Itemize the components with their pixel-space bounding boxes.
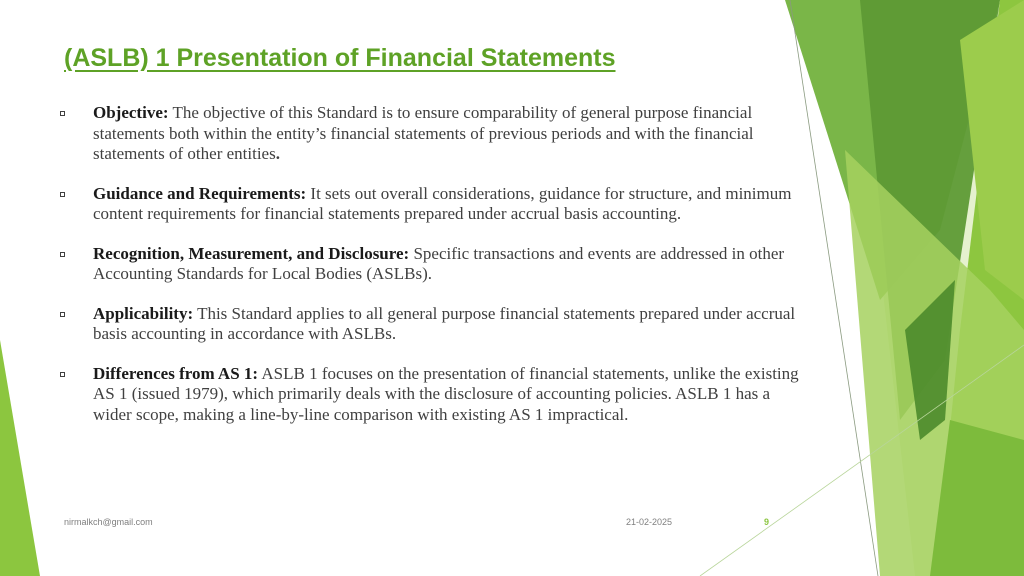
bullet-heading: Applicability: (93, 303, 194, 323)
bullet-text: The objective of this Standard is to ensure comparability of general purpose financial statements both within the entity’s financial statements of previous periods and with the financial statements of other entities (93, 103, 754, 163)
bullet-heading: Guidance and Requirements: (93, 183, 307, 203)
page-number: 9 (764, 517, 770, 527)
bullet-text: ASLB 1 focuses on the presentation of financial statements, unlike the existing AS 1 (issued 1979), which primarily deals with the disclosure of accounting policies. ASLB 1 has a wider scope, making a line-by-line comparison with existing AS 1 impractical. (93, 363, 799, 424)
square-bullet-icon (60, 252, 65, 257)
bullet-text: It sets out overall considerations, guidance for structure, and minimum content requirements for financial statements prepared under accrual basis accounting. (93, 183, 792, 223)
footer-email: nirmalkch@gmail.com (64, 517, 153, 527)
bullet-recognition (60, 244, 810, 285)
bullet-objective (60, 103, 810, 165)
bullet-applicability (60, 304, 810, 345)
bullet-guidance (60, 184, 810, 225)
bullet-text: Specific transactions and events are addressed in other Accounting Standards for Local Bodies (ASLBs). (93, 243, 785, 283)
square-bullet-icon (60, 312, 65, 317)
square-bullet-icon (60, 111, 65, 116)
bullet-differences (60, 364, 810, 426)
square-bullet-icon (60, 372, 65, 377)
bullet-heading: Recognition, Measurement, and Disclosure: (93, 243, 410, 263)
slide-title: (ASLB) 1 Presentation of Financial Statements (64, 44, 616, 72)
bullet-heading: Objective: (93, 103, 169, 122)
bullet-text: This Standard applies to all general purpose financial statements prepared under accrual basis accounting in accordance with ASLBs. (93, 303, 796, 343)
square-bullet-icon (60, 192, 65, 197)
footer-date: 21-02-2025 (626, 517, 673, 527)
bullet-heading: Differences from AS 1: (93, 363, 259, 383)
bullet-list (60, 103, 810, 444)
bullet-tail: . (275, 144, 280, 163)
left-green-shape (0, 340, 40, 576)
